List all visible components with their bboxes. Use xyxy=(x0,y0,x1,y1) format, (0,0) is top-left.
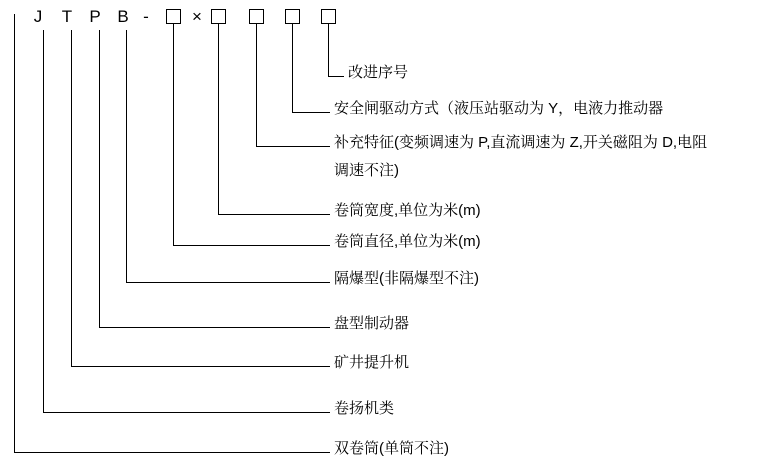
callout-label-drum-width: 卷筒宽度,单位为米(m) xyxy=(334,202,481,219)
code-box-4 xyxy=(285,9,300,24)
code-box-5 xyxy=(321,9,336,24)
leader-vline-8 xyxy=(71,30,72,366)
callout-label-safety-brake-drive: 安全闸驱动方式（液压站驱动为 Y，电液力推动器 xyxy=(334,100,664,117)
code-box-3 xyxy=(249,9,264,24)
leader-hline-5 xyxy=(173,245,330,246)
callout-label-winch-category: 卷扬机类 xyxy=(334,400,395,417)
leader-hline-1 xyxy=(328,76,344,77)
code-char-b: B xyxy=(117,7,129,26)
leader-hline-4 xyxy=(218,214,330,215)
leader-vline-6 xyxy=(126,30,127,282)
leader-vline-10 xyxy=(14,14,15,452)
leader-vline-9 xyxy=(43,30,44,412)
callout-label-double-drum: 双卷筒(单筒不注) xyxy=(334,440,449,457)
callout-label-drum-diameter: 卷筒直径,单位为米(m) xyxy=(334,233,481,250)
leader-hline-6 xyxy=(126,282,330,283)
callout-label-improvement-sequence: 改进序号 xyxy=(348,64,409,81)
leader-hline-8 xyxy=(71,366,330,367)
code-box-2 xyxy=(211,9,226,24)
callout-label-supplementary-feature: 补充特征(变频调速为 P,直流调速为 Z,开关磁阻为 D,电阻 xyxy=(334,134,708,151)
code-char-times: × xyxy=(192,7,202,26)
code-char-j: J xyxy=(33,7,43,26)
callout-label-explosion-proof: 隔爆型(非隔爆型不注) xyxy=(334,270,479,287)
code-row xyxy=(0,6,778,32)
leader-hline-10 xyxy=(14,452,330,453)
leader-vline-2 xyxy=(292,24,293,112)
leader-hline-7 xyxy=(99,327,330,328)
leader-vline-7 xyxy=(99,30,100,327)
callout-label-mine-hoist: 矿井提升机 xyxy=(334,354,410,371)
leader-hline-9 xyxy=(43,412,330,413)
leader-vline-3 xyxy=(256,24,257,146)
leader-hline-2 xyxy=(292,112,330,113)
leader-hline-3 xyxy=(256,146,330,147)
leader-vline-1 xyxy=(328,24,329,76)
leader-vline-4 xyxy=(218,24,219,214)
callout-label-supplementary-feature-cont: 调速不注) xyxy=(334,162,399,179)
callout-label-disc-brake: 盘型制动器 xyxy=(334,315,410,332)
code-char-t: T xyxy=(61,7,73,26)
code-char-dash: - xyxy=(143,7,149,26)
code-char-p: P xyxy=(89,7,101,26)
leader-vline-5 xyxy=(173,24,174,245)
code-box-1 xyxy=(166,9,181,24)
